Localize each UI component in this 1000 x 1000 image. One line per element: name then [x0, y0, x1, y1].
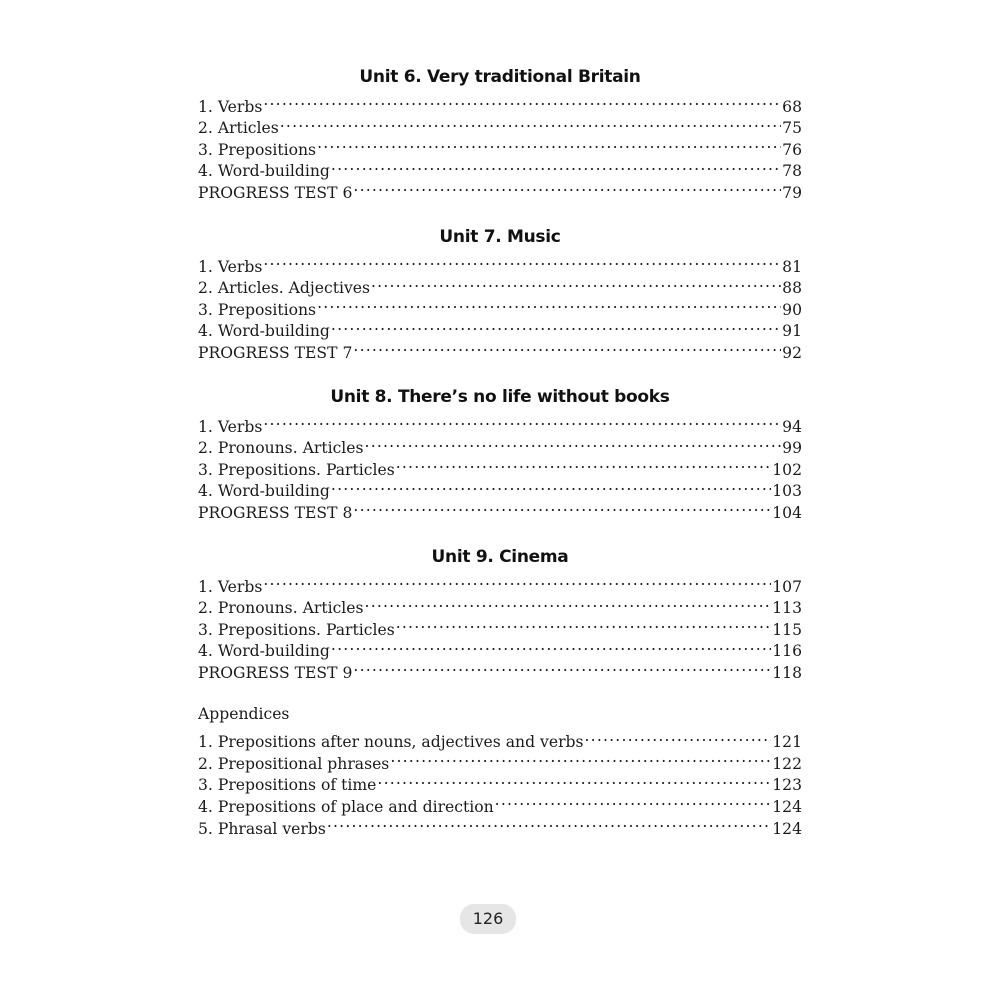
entry-page: 68 — [782, 97, 802, 116]
dot-leader — [396, 613, 772, 635]
entry-label: 4. Prepositions of place and direction — [198, 797, 494, 816]
dot-leader — [353, 176, 781, 198]
dot-leader — [331, 475, 771, 497]
entry-page: 75 — [782, 119, 802, 138]
entry-label: 4. Word-building — [198, 162, 330, 181]
dot-leader — [317, 133, 781, 155]
entry-page: 90 — [782, 300, 802, 319]
toc-entry — [198, 432, 802, 458]
entry-label: 1. Verbs — [198, 417, 263, 436]
entry-page: 103 — [772, 482, 802, 501]
unit-9-section — [198, 544, 802, 704]
dot-leader — [353, 496, 771, 518]
entry-page: 124 — [772, 819, 802, 838]
entry-page: 122 — [772, 754, 802, 773]
entry-page: 113 — [772, 599, 802, 618]
dot-leader — [365, 432, 782, 454]
toc-entry — [198, 90, 802, 116]
entry-page: 118 — [772, 663, 802, 682]
entry-page: 99 — [782, 439, 802, 458]
dot-leader — [263, 250, 781, 272]
entry-page: 94 — [782, 417, 802, 436]
entry-label: 2. Pronouns. Articles — [198, 599, 364, 618]
entry-page: 107 — [772, 577, 802, 596]
unit-heading: Unit 7. Music — [439, 227, 561, 247]
toc-entry — [198, 250, 802, 276]
dot-leader — [390, 747, 771, 769]
toc-entry — [198, 112, 802, 138]
appendices-section — [198, 704, 802, 838]
entry-page: 116 — [772, 642, 802, 661]
dot-leader — [365, 592, 772, 614]
entry-label: 3. Prepositions — [198, 140, 317, 159]
toc-entry — [198, 272, 802, 298]
entry-label: 1. Prepositions after nouns, adjectives and verbs — [198, 733, 584, 752]
entry-page: 124 — [772, 797, 802, 816]
entry-page: 76 — [782, 140, 802, 159]
dot-leader — [353, 656, 771, 678]
toc-entry — [198, 410, 802, 436]
entry-label: 3. Prepositions of time — [198, 776, 377, 795]
entry-page: 81 — [782, 257, 802, 276]
page-number: 126 — [460, 904, 516, 934]
entry-label: PROGRESS TEST 8 — [198, 503, 353, 522]
entry-label: 3. Prepositions. Particles — [198, 620, 395, 639]
entry-page: 91 — [782, 322, 802, 341]
entry-label: 2. Prepositional phrases — [198, 754, 390, 773]
entry-page: 88 — [782, 279, 802, 298]
entry-label: 1. Verbs — [198, 97, 263, 116]
dot-leader — [317, 293, 781, 315]
entry-page: 78 — [782, 162, 802, 181]
unit-8-section — [198, 384, 802, 544]
entry-label: 3. Prepositions. Particles — [198, 460, 395, 479]
table-of-contents — [198, 64, 802, 838]
entry-label: 1. Verbs — [198, 257, 263, 276]
entry-page: 79 — [782, 183, 802, 202]
dot-leader — [331, 315, 781, 337]
entry-label: PROGRESS TEST 9 — [198, 663, 353, 682]
dot-leader — [585, 726, 772, 748]
toc-entry — [198, 726, 802, 752]
toc-entry — [198, 570, 802, 596]
entry-label: 4. Word-building — [198, 642, 330, 661]
dot-leader — [263, 90, 781, 112]
unit-6-section — [198, 64, 802, 224]
entry-label: 2. Articles. Adjectives — [198, 279, 371, 298]
toc-entry — [198, 592, 802, 618]
entry-page: 102 — [772, 460, 802, 479]
dot-leader — [396, 453, 772, 475]
dot-leader — [353, 336, 781, 358]
dot-leader — [263, 570, 771, 592]
unit-heading: Unit 9. Cinema — [431, 547, 569, 567]
unit-heading: Unit 8. There’s no life without books — [330, 387, 670, 407]
entry-page: 104 — [772, 503, 802, 522]
entry-label: 3. Prepositions — [198, 300, 317, 319]
entry-label: 4. Word-building — [198, 322, 330, 341]
entry-label: 2. Articles — [198, 119, 279, 138]
toc-entry — [198, 133, 802, 159]
appendices-title: Appendices — [198, 705, 290, 723]
dot-leader — [331, 635, 771, 657]
entry-page: 115 — [772, 620, 802, 639]
entry-label: 4. Word-building — [198, 482, 330, 501]
dot-leader — [371, 272, 781, 294]
dot-leader — [263, 410, 781, 432]
entry-label: 2. Pronouns. Articles — [198, 439, 364, 458]
dot-leader — [377, 769, 771, 791]
entry-page: 92 — [782, 343, 802, 362]
unit-heading: Unit 6. Very traditional Britain — [359, 67, 641, 87]
entry-page: 123 — [772, 776, 802, 795]
unit-7-section — [198, 224, 802, 384]
dot-leader — [331, 155, 781, 177]
entry-label: PROGRESS TEST 6 — [198, 183, 353, 202]
entry-page: 121 — [772, 733, 802, 752]
dot-leader — [327, 812, 771, 834]
dot-leader — [280, 112, 781, 134]
dot-leader — [495, 790, 772, 812]
entry-label: 5. Phrasal verbs — [198, 819, 326, 838]
entry-label: 1. Verbs — [198, 577, 263, 596]
entry-label: PROGRESS TEST 7 — [198, 343, 353, 362]
